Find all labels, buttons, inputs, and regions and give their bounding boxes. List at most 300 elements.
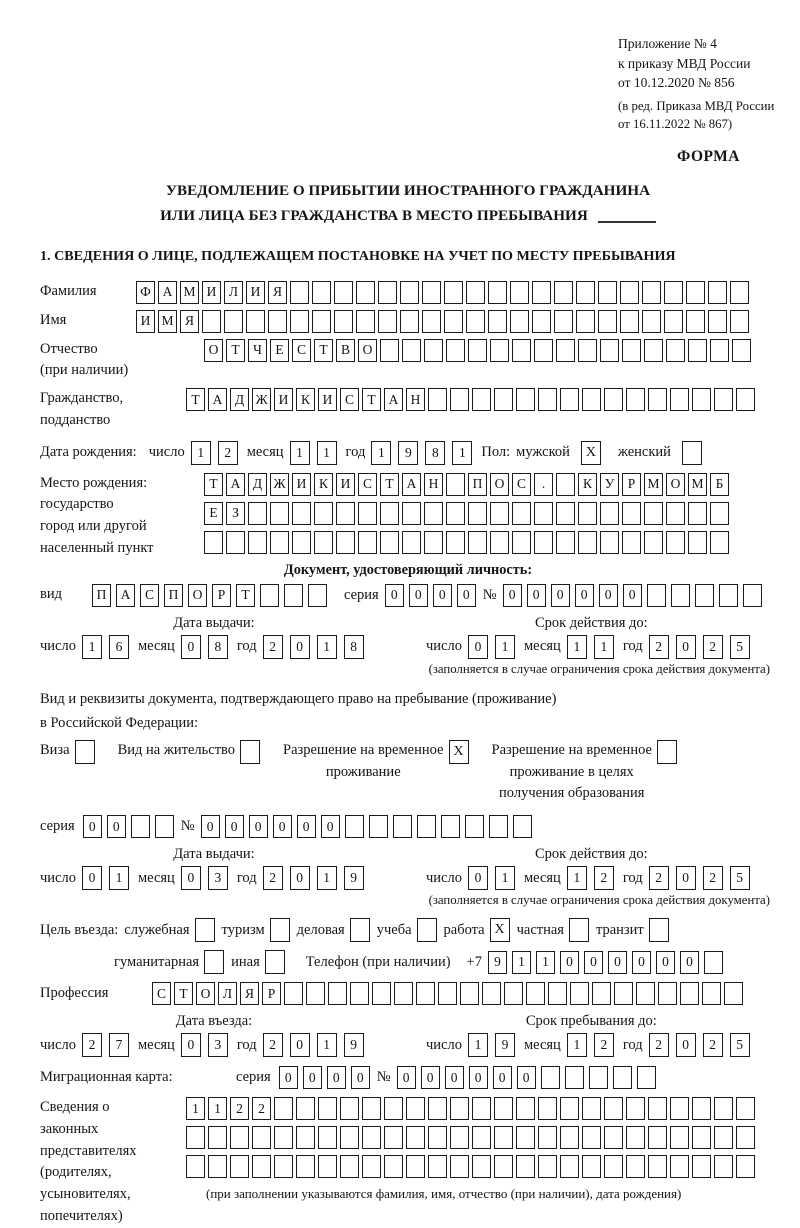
char-cell[interactable] xyxy=(356,281,375,304)
char-cell[interactable]: Т xyxy=(186,388,205,411)
char-cell[interactable] xyxy=(402,502,421,525)
char-cell[interactable] xyxy=(710,502,729,525)
residence-permit-checkbox[interactable] xyxy=(240,740,260,764)
char-cell[interactable]: 0 xyxy=(303,1066,322,1089)
char-cell[interactable] xyxy=(648,1126,667,1149)
char-cell[interactable] xyxy=(362,1126,381,1149)
char-cell[interactable] xyxy=(576,310,595,333)
char-cell[interactable] xyxy=(208,1126,227,1149)
male-checkbox[interactable]: X xyxy=(581,441,601,465)
char-cell[interactable]: 5 xyxy=(730,866,750,890)
char-cell[interactable]: 0 xyxy=(433,584,452,607)
char-cell[interactable] xyxy=(292,502,311,525)
char-cell[interactable] xyxy=(490,531,509,554)
char-cell[interactable] xyxy=(708,281,727,304)
char-cell[interactable] xyxy=(318,1097,337,1120)
char-cell[interactable]: 0 xyxy=(290,866,310,890)
char-cell[interactable] xyxy=(565,1066,584,1089)
char-cell[interactable]: Ч xyxy=(248,339,267,362)
char-cell[interactable] xyxy=(284,584,303,607)
char-cell[interactable] xyxy=(708,310,727,333)
char-cell[interactable] xyxy=(538,1097,557,1120)
char-cell[interactable]: 1 xyxy=(567,1033,587,1057)
char-cell[interactable]: 0 xyxy=(517,1066,536,1089)
char-cell[interactable]: 9 xyxy=(344,866,364,890)
char-cell[interactable]: 7 xyxy=(109,1033,129,1057)
char-cell[interactable] xyxy=(384,1155,403,1178)
char-cell[interactable] xyxy=(648,1097,667,1120)
char-cell[interactable]: 0 xyxy=(503,584,522,607)
char-cell[interactable] xyxy=(296,1097,315,1120)
char-cell[interactable] xyxy=(268,310,287,333)
char-cell[interactable] xyxy=(296,1155,315,1178)
char-cell[interactable] xyxy=(308,584,327,607)
char-cell[interactable] xyxy=(622,531,641,554)
char-cell[interactable] xyxy=(406,1097,425,1120)
char-cell[interactable]: 0 xyxy=(676,1033,696,1057)
char-cell[interactable]: О xyxy=(188,584,207,607)
char-cell[interactable] xyxy=(312,310,331,333)
char-cell[interactable] xyxy=(626,1155,645,1178)
char-cell[interactable]: А xyxy=(116,584,135,607)
char-cell[interactable] xyxy=(428,388,447,411)
char-cell[interactable] xyxy=(424,531,443,554)
char-cell[interactable] xyxy=(356,310,375,333)
char-cell[interactable] xyxy=(504,982,523,1005)
char-cell[interactable]: 2 xyxy=(703,866,723,890)
char-cell[interactable] xyxy=(450,1097,469,1120)
char-cell[interactable] xyxy=(466,281,485,304)
char-cell[interactable] xyxy=(534,339,553,362)
char-cell[interactable] xyxy=(428,1097,447,1120)
char-cell[interactable]: 5 xyxy=(730,1033,750,1057)
char-cell[interactable] xyxy=(714,1126,733,1149)
char-cell[interactable] xyxy=(369,815,388,838)
char-cell[interactable] xyxy=(736,1126,755,1149)
char-cell[interactable] xyxy=(472,1126,491,1149)
char-cell[interactable]: З xyxy=(226,502,245,525)
char-cell[interactable]: 2 xyxy=(649,1033,669,1057)
char-cell[interactable]: Е xyxy=(204,502,223,525)
char-cell[interactable] xyxy=(592,982,611,1005)
char-cell[interactable] xyxy=(538,1155,557,1178)
char-cell[interactable] xyxy=(680,982,699,1005)
char-cell[interactable]: Р xyxy=(622,473,641,496)
char-cell[interactable]: 2 xyxy=(649,866,669,890)
char-cell[interactable]: 0 xyxy=(249,815,268,838)
char-cell[interactable] xyxy=(312,281,331,304)
char-cell[interactable] xyxy=(613,1066,632,1089)
char-cell[interactable] xyxy=(446,339,465,362)
char-cell[interactable] xyxy=(358,531,377,554)
char-cell[interactable]: Ж xyxy=(252,388,271,411)
char-cell[interactable] xyxy=(719,584,738,607)
char-cell[interactable]: 0 xyxy=(457,584,476,607)
char-cell[interactable] xyxy=(336,502,355,525)
char-cell[interactable] xyxy=(664,281,683,304)
char-cell[interactable] xyxy=(402,339,421,362)
char-cell[interactable] xyxy=(600,339,619,362)
char-cell[interactable] xyxy=(490,339,509,362)
char-cell[interactable]: 3 xyxy=(208,1033,228,1057)
char-cell[interactable]: С xyxy=(340,388,359,411)
char-cell[interactable] xyxy=(380,502,399,525)
char-cell[interactable] xyxy=(489,815,508,838)
char-cell[interactable] xyxy=(604,388,623,411)
char-cell[interactable] xyxy=(380,531,399,554)
char-cell[interactable]: 0 xyxy=(181,635,201,659)
char-cell[interactable]: 2 xyxy=(703,1033,723,1057)
char-cell[interactable] xyxy=(516,1126,535,1149)
char-cell[interactable]: 1 xyxy=(290,441,310,465)
char-cell[interactable]: 0 xyxy=(623,584,642,607)
char-cell[interactable]: А xyxy=(384,388,403,411)
char-cell[interactable]: 1 xyxy=(317,866,337,890)
char-cell[interactable]: 0 xyxy=(469,1066,488,1089)
female-checkbox[interactable] xyxy=(682,441,702,465)
char-cell[interactable] xyxy=(202,310,221,333)
char-cell[interactable]: . xyxy=(534,473,553,496)
char-cell[interactable] xyxy=(704,951,723,974)
char-cell[interactable]: Л xyxy=(218,982,237,1005)
char-cell[interactable]: 2 xyxy=(252,1097,271,1120)
char-cell[interactable] xyxy=(664,310,683,333)
char-cell[interactable]: Б xyxy=(710,473,729,496)
char-cell[interactable] xyxy=(358,502,377,525)
char-cell[interactable] xyxy=(538,1126,557,1149)
char-cell[interactable] xyxy=(556,473,575,496)
char-cell[interactable]: К xyxy=(578,473,597,496)
char-cell[interactable] xyxy=(384,1097,403,1120)
char-cell[interactable] xyxy=(626,1126,645,1149)
purpose-work-checkbox[interactable]: X xyxy=(490,918,510,942)
char-cell[interactable] xyxy=(318,1126,337,1149)
char-cell[interactable] xyxy=(556,339,575,362)
char-cell[interactable] xyxy=(428,1155,447,1178)
char-cell[interactable]: И xyxy=(136,310,155,333)
char-cell[interactable]: Т xyxy=(204,473,223,496)
char-cell[interactable] xyxy=(472,1155,491,1178)
char-cell[interactable] xyxy=(692,1155,711,1178)
char-cell[interactable]: 1 xyxy=(371,441,391,465)
char-cell[interactable] xyxy=(441,815,460,838)
char-cell[interactable]: 1 xyxy=(495,635,515,659)
char-cell[interactable]: 8 xyxy=(208,635,228,659)
char-cell[interactable] xyxy=(556,502,575,525)
char-cell[interactable]: 0 xyxy=(493,1066,512,1089)
char-cell[interactable] xyxy=(688,502,707,525)
char-cell[interactable]: 1 xyxy=(186,1097,205,1120)
char-cell[interactable] xyxy=(692,388,711,411)
char-cell[interactable] xyxy=(270,502,289,525)
char-cell[interactable] xyxy=(556,531,575,554)
char-cell[interactable] xyxy=(417,815,436,838)
char-cell[interactable]: М xyxy=(180,281,199,304)
char-cell[interactable]: 0 xyxy=(279,1066,298,1089)
char-cell[interactable]: 0 xyxy=(656,951,675,974)
char-cell[interactable] xyxy=(626,1097,645,1120)
char-cell[interactable] xyxy=(532,310,551,333)
char-cell[interactable]: 2 xyxy=(594,1033,614,1057)
char-cell[interactable] xyxy=(582,1097,601,1120)
char-cell[interactable]: Т xyxy=(380,473,399,496)
purpose-business-checkbox[interactable] xyxy=(350,918,370,942)
char-cell[interactable] xyxy=(647,584,666,607)
char-cell[interactable] xyxy=(512,339,531,362)
char-cell[interactable]: 0 xyxy=(297,815,316,838)
char-cell[interactable] xyxy=(494,388,513,411)
char-cell[interactable] xyxy=(644,339,663,362)
char-cell[interactable]: Ф xyxy=(136,281,155,304)
char-cell[interactable] xyxy=(714,388,733,411)
char-cell[interactable] xyxy=(402,531,421,554)
purpose-official-checkbox[interactable] xyxy=(195,918,215,942)
char-cell[interactable] xyxy=(422,281,441,304)
char-cell[interactable] xyxy=(688,531,707,554)
char-cell[interactable] xyxy=(494,1126,513,1149)
char-cell[interactable] xyxy=(393,815,412,838)
char-cell[interactable] xyxy=(438,982,457,1005)
char-cell[interactable] xyxy=(604,1155,623,1178)
char-cell[interactable]: Н xyxy=(406,388,425,411)
char-cell[interactable]: 0 xyxy=(680,951,699,974)
char-cell[interactable] xyxy=(532,281,551,304)
char-cell[interactable] xyxy=(290,310,309,333)
char-cell[interactable] xyxy=(710,339,729,362)
char-cell[interactable] xyxy=(570,982,589,1005)
char-cell[interactable] xyxy=(362,1155,381,1178)
char-cell[interactable]: 8 xyxy=(344,635,364,659)
char-cell[interactable] xyxy=(384,1126,403,1149)
char-cell[interactable]: 1 xyxy=(495,866,515,890)
char-cell[interactable] xyxy=(578,531,597,554)
char-cell[interactable] xyxy=(714,1155,733,1178)
char-cell[interactable]: 2 xyxy=(594,866,614,890)
char-cell[interactable] xyxy=(534,531,553,554)
char-cell[interactable] xyxy=(296,1126,315,1149)
char-cell[interactable]: М xyxy=(688,473,707,496)
char-cell[interactable] xyxy=(534,502,553,525)
char-cell[interactable] xyxy=(292,531,311,554)
char-cell[interactable]: К xyxy=(296,388,315,411)
char-cell[interactable] xyxy=(318,1155,337,1178)
char-cell[interactable] xyxy=(560,1155,579,1178)
char-cell[interactable] xyxy=(406,1126,425,1149)
char-cell[interactable]: И xyxy=(318,388,337,411)
char-cell[interactable] xyxy=(446,502,465,525)
char-cell[interactable]: Я xyxy=(240,982,259,1005)
char-cell[interactable] xyxy=(466,310,485,333)
char-cell[interactable]: 0 xyxy=(181,1033,201,1057)
char-cell[interactable]: 9 xyxy=(488,951,507,974)
char-cell[interactable] xyxy=(208,1155,227,1178)
char-cell[interactable] xyxy=(416,982,435,1005)
char-cell[interactable] xyxy=(582,1126,601,1149)
char-cell[interactable] xyxy=(714,1097,733,1120)
char-cell[interactable] xyxy=(666,339,685,362)
char-cell[interactable]: 9 xyxy=(398,441,418,465)
char-cell[interactable]: 3 xyxy=(208,866,228,890)
char-cell[interactable]: В xyxy=(336,339,355,362)
char-cell[interactable] xyxy=(702,982,721,1005)
char-cell[interactable]: 0 xyxy=(273,815,292,838)
char-cell[interactable] xyxy=(314,502,333,525)
char-cell[interactable] xyxy=(695,584,714,607)
char-cell[interactable] xyxy=(648,388,667,411)
char-cell[interactable]: И xyxy=(292,473,311,496)
char-cell[interactable]: 1 xyxy=(317,441,337,465)
char-cell[interactable]: 0 xyxy=(409,584,428,607)
char-cell[interactable] xyxy=(248,502,267,525)
char-cell[interactable]: 1 xyxy=(567,866,587,890)
char-cell[interactable] xyxy=(248,531,267,554)
char-cell[interactable]: 5 xyxy=(730,635,750,659)
char-cell[interactable] xyxy=(637,1066,656,1089)
char-cell[interactable] xyxy=(560,388,579,411)
char-cell[interactable] xyxy=(598,281,617,304)
purpose-private-checkbox[interactable] xyxy=(569,918,589,942)
char-cell[interactable]: 1 xyxy=(317,1033,337,1057)
char-cell[interactable]: 0 xyxy=(632,951,651,974)
char-cell[interactable] xyxy=(644,531,663,554)
char-cell[interactable] xyxy=(424,502,443,525)
char-cell[interactable] xyxy=(516,1097,535,1120)
char-cell[interactable] xyxy=(554,310,573,333)
char-cell[interactable]: 0 xyxy=(225,815,244,838)
char-cell[interactable]: С xyxy=(152,982,171,1005)
char-cell[interactable] xyxy=(670,1155,689,1178)
char-cell[interactable]: 0 xyxy=(421,1066,440,1089)
char-cell[interactable]: О xyxy=(204,339,223,362)
char-cell[interactable]: И xyxy=(246,281,265,304)
char-cell[interactable]: 2 xyxy=(649,635,669,659)
char-cell[interactable] xyxy=(252,1126,271,1149)
char-cell[interactable]: А xyxy=(158,281,177,304)
char-cell[interactable] xyxy=(578,502,597,525)
char-cell[interactable] xyxy=(380,339,399,362)
char-cell[interactable]: О xyxy=(358,339,377,362)
char-cell[interactable] xyxy=(450,1126,469,1149)
char-cell[interactable] xyxy=(306,982,325,1005)
char-cell[interactable] xyxy=(340,1155,359,1178)
char-cell[interactable] xyxy=(730,281,749,304)
char-cell[interactable] xyxy=(648,1155,667,1178)
char-cell[interactable] xyxy=(600,531,619,554)
char-cell[interactable]: Ж xyxy=(270,473,289,496)
char-cell[interactable] xyxy=(490,502,509,525)
char-cell[interactable] xyxy=(516,1155,535,1178)
char-cell[interactable]: Д xyxy=(230,388,249,411)
char-cell[interactable] xyxy=(446,473,465,496)
char-cell[interactable] xyxy=(642,310,661,333)
char-cell[interactable] xyxy=(666,502,685,525)
char-cell[interactable] xyxy=(724,982,743,1005)
char-cell[interactable]: А xyxy=(402,473,421,496)
char-cell[interactable]: 1 xyxy=(452,441,472,465)
char-cell[interactable] xyxy=(465,815,484,838)
char-cell[interactable]: 0 xyxy=(290,1033,310,1057)
char-cell[interactable]: С xyxy=(292,339,311,362)
char-cell[interactable] xyxy=(658,982,677,1005)
char-cell[interactable] xyxy=(688,339,707,362)
char-cell[interactable]: С xyxy=(512,473,531,496)
char-cell[interactable]: Т xyxy=(314,339,333,362)
char-cell[interactable] xyxy=(378,310,397,333)
char-cell[interactable] xyxy=(516,388,535,411)
char-cell[interactable] xyxy=(400,281,419,304)
char-cell[interactable] xyxy=(732,339,751,362)
char-cell[interactable]: 0 xyxy=(676,866,696,890)
char-cell[interactable] xyxy=(560,1126,579,1149)
char-cell[interactable]: 8 xyxy=(425,441,445,465)
char-cell[interactable] xyxy=(450,388,469,411)
char-cell[interactable]: О xyxy=(490,473,509,496)
char-cell[interactable] xyxy=(736,388,755,411)
char-cell[interactable] xyxy=(274,1126,293,1149)
char-cell[interactable]: 2 xyxy=(218,441,238,465)
char-cell[interactable]: Р xyxy=(262,982,281,1005)
char-cell[interactable] xyxy=(488,281,507,304)
char-cell[interactable] xyxy=(328,982,347,1005)
visa-checkbox[interactable] xyxy=(75,740,95,764)
char-cell[interactable] xyxy=(314,531,333,554)
char-cell[interactable] xyxy=(510,310,529,333)
char-cell[interactable]: Я xyxy=(180,310,199,333)
char-cell[interactable]: Т xyxy=(236,584,255,607)
char-cell[interactable]: 1 xyxy=(567,635,587,659)
char-cell[interactable] xyxy=(274,1097,293,1120)
char-cell[interactable]: К xyxy=(314,473,333,496)
char-cell[interactable] xyxy=(155,815,174,838)
char-cell[interactable]: 0 xyxy=(397,1066,416,1089)
char-cell[interactable]: И xyxy=(274,388,293,411)
char-cell[interactable] xyxy=(622,339,641,362)
char-cell[interactable] xyxy=(548,982,567,1005)
purpose-other-checkbox[interactable] xyxy=(265,950,285,974)
char-cell[interactable]: 0 xyxy=(584,951,603,974)
char-cell[interactable] xyxy=(468,502,487,525)
char-cell[interactable] xyxy=(224,310,243,333)
char-cell[interactable] xyxy=(488,310,507,333)
char-cell[interactable]: 6 xyxy=(109,635,129,659)
char-cell[interactable]: 0 xyxy=(560,951,579,974)
char-cell[interactable]: 1 xyxy=(512,951,531,974)
char-cell[interactable]: 0 xyxy=(468,635,488,659)
char-cell[interactable]: 1 xyxy=(317,635,337,659)
char-cell[interactable] xyxy=(526,982,545,1005)
char-cell[interactable]: И xyxy=(202,281,221,304)
char-cell[interactable] xyxy=(598,310,617,333)
char-cell[interactable] xyxy=(340,1097,359,1120)
char-cell[interactable] xyxy=(290,281,309,304)
char-cell[interactable] xyxy=(274,1155,293,1178)
char-cell[interactable] xyxy=(334,281,353,304)
char-cell[interactable] xyxy=(513,815,532,838)
char-cell[interactable]: У xyxy=(600,473,619,496)
char-cell[interactable] xyxy=(444,281,463,304)
char-cell[interactable]: 0 xyxy=(181,866,201,890)
char-cell[interactable] xyxy=(510,281,529,304)
char-cell[interactable]: Я xyxy=(268,281,287,304)
char-cell[interactable] xyxy=(589,1066,608,1089)
char-cell[interactable]: М xyxy=(158,310,177,333)
char-cell[interactable]: С xyxy=(358,473,377,496)
char-cell[interactable] xyxy=(131,815,150,838)
char-cell[interactable] xyxy=(671,584,690,607)
char-cell[interactable]: 2 xyxy=(263,866,283,890)
temp-residence-education-checkbox[interactable] xyxy=(657,740,677,764)
char-cell[interactable] xyxy=(460,982,479,1005)
